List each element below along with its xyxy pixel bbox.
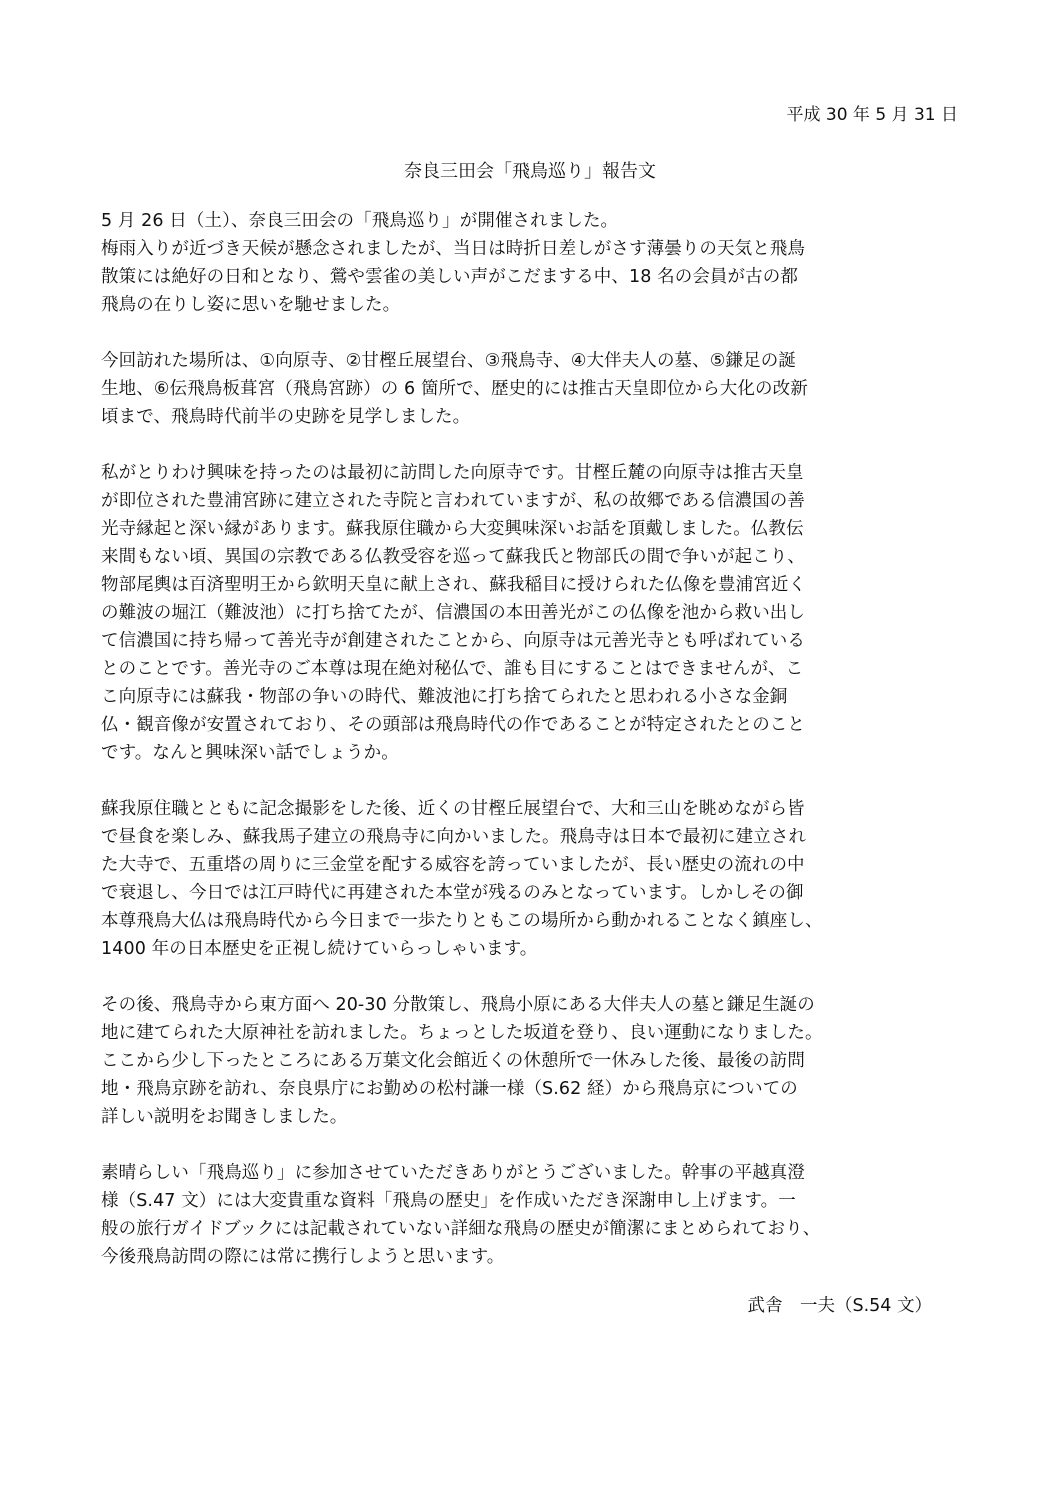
text-line: その後、飛鳥寺から東方面へ 20-30 分散策し、飛鳥小原にある大伴夫人の墓と鎌足生誕の xyxy=(101,995,815,1015)
text-line: 詳しい説明をお聞きしました。 xyxy=(101,1107,348,1127)
text-line: 仏・観音像が安置されており、その頭部は飛鳥時代の作であることが特定されたとのこと xyxy=(101,715,805,735)
text-line: 私がとりわけ興味を持ったのは最初に訪問した向原寺です。甘樫丘麓の向原寺は推古天皇 xyxy=(101,463,804,483)
text-line: 素晴らしい「飛鳥巡り」に参加させていただきありがとうございました。幹事の平越真澄 xyxy=(101,1163,805,1183)
paragraph-1 xyxy=(101,207,971,319)
text-line: こ向原寺には蘇我・物部の争いの時代、難波池に打ち捨てられたと思われる小さな金銅 xyxy=(101,687,788,707)
text-line: 1400 年の日本歴史を正視し続けていらっしゃいます。 xyxy=(101,939,538,959)
report-body xyxy=(101,207,971,1299)
text-line: た大寺で、五重塔の周りに三金堂を配する威容を誇っていましたが、長い歴史の流れの中 xyxy=(101,855,805,875)
text-line: 散策には絶好の日和となり、鶯や雲雀の美しい声がこだまする中、18 名の会員が古の都 xyxy=(101,267,798,287)
paragraph-2 xyxy=(101,347,971,431)
paragraph-5 xyxy=(101,991,971,1131)
text-line: 般の旅行ガイドブックには記載されていない詳細な飛鳥の歴史が簡潔にまとめられており、 xyxy=(101,1219,821,1239)
text-line: とのことです。善光寺のご本尊は現在絶対秘仏で、誰も目にすることはできませんが、こ xyxy=(101,659,804,679)
report-title: 奈良三田会「飛鳥巡り」報告文 xyxy=(404,161,656,182)
report-date: 平成 30 年 5 月 31 日 xyxy=(786,105,958,125)
text-line: 梅雨入りが近づき天候が懸念されましたが、当日は時折日差しがさす薄曇りの天気と飛鳥 xyxy=(101,239,805,259)
text-line: 5 月 26 日（土）、奈良三田会の「飛鳥巡り」が開催されました。 xyxy=(101,211,619,231)
text-line: で衰退し、今日では江戸時代に再建された本堂が残るのみとなっています。しかしその御 xyxy=(101,883,804,903)
text-line: 地に建てられた大原神社を訪れました。ちょっとした坂道を登り、良い運動になりました。 xyxy=(101,1023,823,1043)
text-line: 飛鳥の在りし姿に思いを馳せました。 xyxy=(101,295,401,315)
author-signature: 武舎 一夫（S.54 文） xyxy=(747,1296,932,1316)
text-line: 様（S.47 文）には大変貴重な資料「飛鳥の歴史」を作成いただき深謝申し上げます。一 xyxy=(101,1191,796,1211)
paragraph-6 xyxy=(101,1159,971,1271)
text-line: 光寺縁起と深い縁があります。蘇我原住職から大変興味深いお話を頂戴しました。仏教伝 xyxy=(101,519,804,539)
text-line: で昼食を楽しみ、蘇我馬子建立の飛鳥寺に向かいました。飛鳥寺は日本で最初に建立され xyxy=(101,827,807,847)
text-line: 今回訪れた場所は、①向原寺、②甘樫丘展望台、③飛鳥寺、④大伴夫人の墓、⑤鎌足の誕 xyxy=(101,351,796,371)
text-line: 来間もない頃、異国の宗教である仏教受容を巡って蘇我氏と物部氏の間で争いが起こり、 xyxy=(101,547,805,567)
text-line: 蘇我原住職とともに記念撮影をした後、近くの甘樫丘展望台で、大和三山を眺めながら皆 xyxy=(101,799,805,819)
text-line: 本尊飛鳥大仏は飛鳥時代から今日まで一歩たりともこの場所から動かれることなく鎮座し、 xyxy=(101,911,823,931)
text-line: て信濃国に持ち帰って善光寺が創建されたことから、向原寺は元善光寺とも呼ばれている xyxy=(101,631,805,651)
paragraph-3 xyxy=(101,459,971,767)
text-line: 地・飛鳥京跡を訪れ、奈良県庁にお勤めの松村謙一様（S.62 経）から飛鳥京についての xyxy=(101,1079,798,1099)
text-line: が即位された豊浦宮跡に建立された寺院と言われていますが、私の故郷である信濃国の善 xyxy=(101,491,805,511)
text-line: 頃まで、飛鳥時代前半の史跡を見学しました。 xyxy=(101,407,471,427)
text-line: です。なんと興味深い話でしょうか。 xyxy=(101,743,399,763)
paragraph-4 xyxy=(101,795,971,963)
text-line: ここから少し下ったところにある万葉文化会館近くの休憩所で一休みした後、最後の訪問 xyxy=(101,1051,805,1071)
text-line: の難波の堀江（難波池）に打ち捨てたが、信濃国の本田善光がこの仏像を池から救い出し xyxy=(101,603,805,623)
text-line: 物部尾輿は百済聖明王から欽明天皇に献上され、蘇我稲目に授けられた仏像を豊浦宮近く xyxy=(101,575,807,595)
text-line: 生地、⑥伝飛鳥板葺宮（飛鳥宮跡）の 6 箇所で、歴史的には推古天皇即位から大化の改新 xyxy=(101,379,808,399)
text-line: 今後飛鳥訪問の際には常に携行しようと思います。 xyxy=(101,1247,505,1267)
